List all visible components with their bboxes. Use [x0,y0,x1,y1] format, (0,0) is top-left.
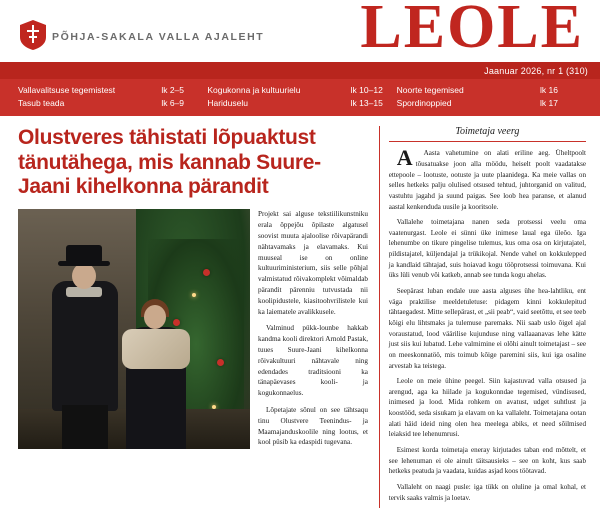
article-paragraph: Lõpetajate sõnul on see tähtsaqu tinu Olustvere Teenindus- ja Maamajanduskoolile ning lootus, et kool püsib ka edaspidi tugevana. [258,405,368,447]
page-title: Olustveres tähistati lõpuaktust tänutähega, mis kannab Suure-Jaani kihelkonna pärandit [18,126,321,199]
index-row [18,84,586,97]
index-label: Noorte tegemised [396,85,464,95]
article-photo-area [18,209,369,454]
editor-paragraph: A Aasta vahetumine on alati eriline aeg. Üheltpoolt tõusatuakse joon alla möödu, heiselt poolt vaadatakse ettepoole – lootuste, ootuste ja uute plaanidega. Ka meie vallas on selles hetkeks palju olulised otsused tehtud, juhtorganid on valitud, vastuhtu jagahd ja suund paigas. See loob hea paranse, et alanud aastal kenkenduda uusile ja kooritsole. [388,145,586,211]
page-content [0,116,600,508]
heraldic-shield-icon [20,20,46,50]
index-pages: lk 6–9 [161,98,185,109]
index-pages: lk 17 [539,98,558,109]
index-item[interactable] [18,84,207,97]
editor-paragraph: Seepärast luban endale uue aasta alguses ühe hea-lahtliku, ent väga praktilise meeldetuletuse: pidagem kinni kokkulepitud tähtaegadest. Mitte sellepärast, et „sii peab“, vaid seetõttu, et see teeb kõigi elu lihtsmaks ja tulemuse paremaks. Nii saab uslo õigel ajal voraustatud, lood väärilise kujunduse ning vallaaanavas lehe kätte just siis kui lubatud. Lehe valmimine ei olõhi ainult toimetajast – see on meeskonnatöö, mis toimub kõige paremini siis, kui iga osaline arvestab ka teistega. [388,287,586,370]
editor-paragraph: Esimest korda toimetaja eneray kirjutades taban end mõttelt, et see lehenuman ei ole ainult täitsausieks – see on koht, kus saab hetkeks peatuda ja vaadata, kuidas asjad koos töötavad. [388,446,586,476]
masthead-title: LEOLE [360,0,584,61]
index-label: Tasub teada [18,98,65,109]
masthead-subtitle: PÕHJA-SAKALA VALLA AJALEHT [52,31,265,43]
index-pages: lk 2–5 [161,85,185,95]
lead-article [18,126,369,508]
editor-paragraph: Vallaleht on naagi pusle: iga tükk on oluline ja omal kohal, et tervik saaks valmis ja loetav. [388,482,586,502]
editor-paragraph: Vallalehe toimetajana nanen seda protsessi veelu oma vaatenurgast. Leole ei sünni üke inimese laual ega üleõo. Iga lehenumbe on tikure pingelise tulemus, kus oma osa on kirjutajatel, pildistajatel, küljendajal ja trükikojal. Nende vahel on kokkulepped ja kandlaid tähtajad, suis hoiavad kogu tööprotsessi toimuvana. Kui üks lüli venub või katkeb, annab see tunda kogu ahelas. [388,218,586,280]
issue-date: Jaanuar 2026, nr 1 (310) [484,65,588,76]
index-label: Spordinoppied [396,98,452,109]
article-paragraph: Projekt sai alguse tekstiilikunstniku erala õppejõu õpilaste algatusel soovist muuta ajaloolise rõivapärandi nähtavamaks ja elavamaks. Kui muuseal ise on online kultuuriministerium, siis selle põhjal valmistatud rõivakomplekt võimaldab pärandit pärenniu tutvustada nii koolipidustele, kiasitoohvrilistele kui ka laiematele avalikkusele. [258,210,368,316]
index-item[interactable] [18,97,207,110]
index-item[interactable] [207,97,396,110]
index-item[interactable] [397,97,586,110]
editor-column-title: Toimetaja veerg [389,126,586,142]
date-bar [0,62,600,79]
dropcap: A [396,145,413,171]
article-side-column [258,209,368,454]
article-photo [18,209,250,449]
index-row [18,97,586,110]
index-item[interactable] [207,84,396,97]
index-strip [0,79,600,116]
editor-paragraph: Leole on meie ühine peegel. Siin kajastuvad valla otsused ja arengud, aga ka hiilade ja kogukonndae tegemised, vündisused, inimesed ja lood. Mida rohkem on avatust, udget suhtlust ja koostööd, seda sisukam ja elavam on ka vallaleht. Toimetajana ootan alati häid ideid ning olen hea meelega abiks, et need sõilmised leiaksid tee lehenumrusi. [388,377,586,439]
editor-column [379,126,586,508]
masthead [0,0,600,62]
index-pages: lk 13–15 [350,98,383,109]
index-label: Kogukonna ja kultuurielu [207,85,301,95]
article-paragraph: Valminud pükk-lounbe hakkab kandma kooli direktori Arnold Pastak, tuues Suure-Jaani kihelkonna rõivakultuuri nähtavale ning edendades traditsiooni ka tänapäevases kooli- ja kogukonnaelus. [258,324,368,398]
index-pages: lk 16 [539,85,558,95]
index-pages: lk 10–12 [350,85,383,95]
editor-column-body [388,145,586,503]
index-item[interactable] [397,84,586,97]
index-label: Hariduselu [207,98,248,109]
index-label: Vallavalitsuse tegemistest [18,85,116,95]
